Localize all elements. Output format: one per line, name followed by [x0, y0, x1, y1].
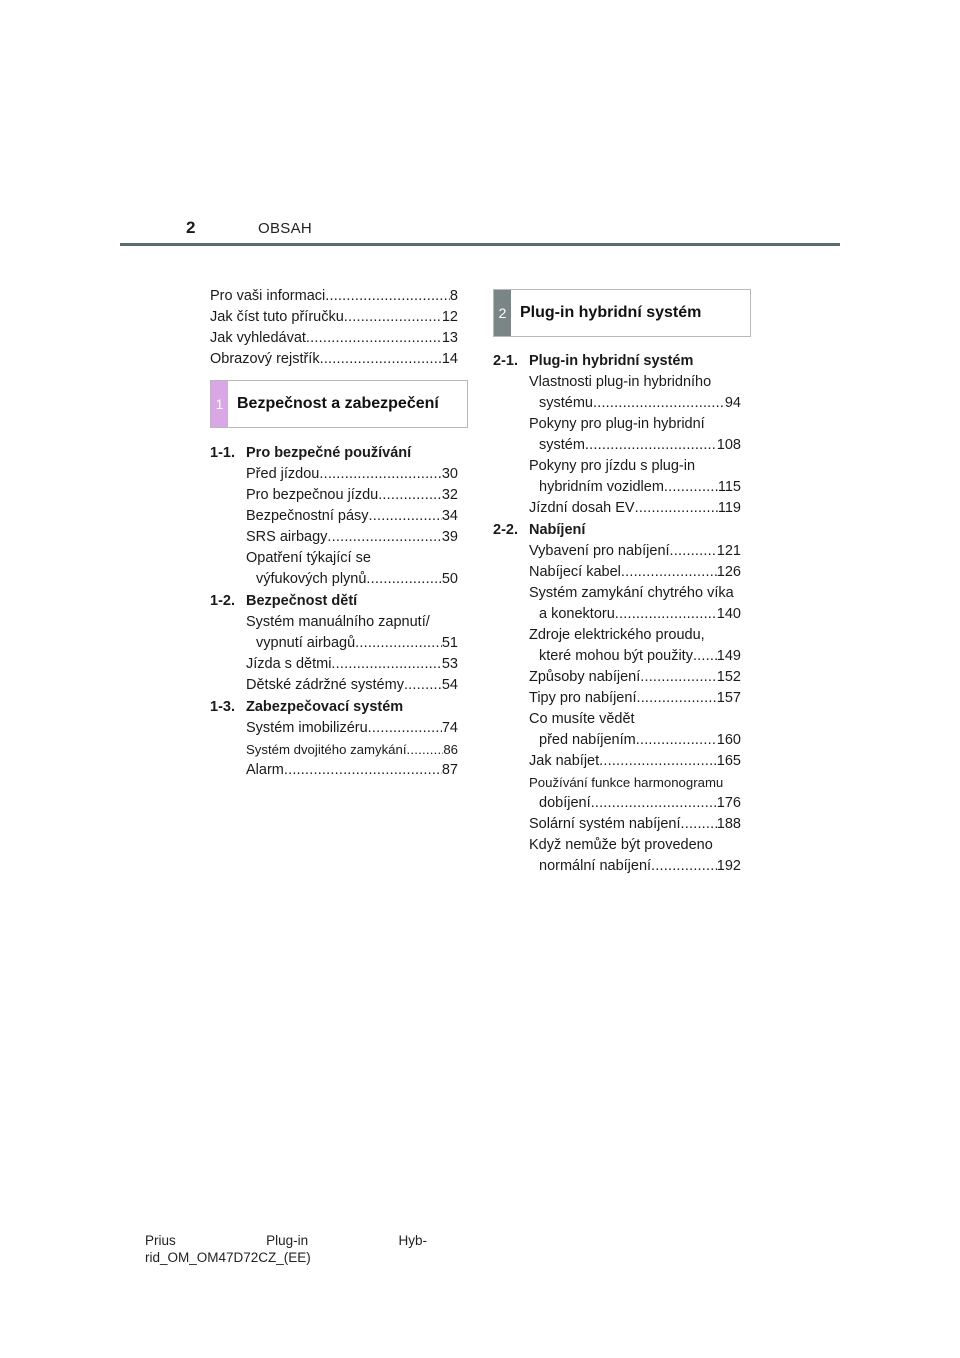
footer-word: Hyb-: [398, 1233, 427, 1248]
toc-entry[interactable]: Obrazový rejstřík ..... 14: [210, 349, 458, 370]
toc-entry[interactable]: které mohou být použity ..... 149: [493, 646, 741, 667]
section-1-toc: [210, 443, 458, 781]
toc-entry[interactable]: Dětské zádržné systémy ..... 54: [210, 675, 458, 696]
section-number: 2: [494, 290, 511, 336]
toc-entry[interactable]: Bezpečnostní pásy ..... 34: [210, 506, 458, 527]
chapter-heading[interactable]: 2-1. Plug-in hybridní systém: [493, 353, 694, 369]
toc-entry[interactable]: Tipy pro nabíjení ..... 157: [493, 688, 741, 709]
chapter-heading[interactable]: 1-1. Pro bezpečné používání: [210, 445, 412, 461]
page-number: 2: [186, 218, 196, 237]
toc-entry[interactable]: systém ..... 108: [493, 435, 741, 456]
toc-entry[interactable]: Jak nabíjet ..... 165: [493, 751, 741, 772]
toc-entry[interactable]: Jízda s dětmi ..... 53: [210, 654, 458, 675]
toc-entry-line[interactable]: Pokyny pro plug-in hybridní: [529, 416, 705, 432]
chapter-heading[interactable]: 1-3. Zabezpečovací systém: [210, 699, 404, 715]
section-1-header[interactable]: [210, 380, 468, 428]
toc-entry[interactable]: před nabíjením ..... 160: [493, 730, 741, 751]
toc-entry[interactable]: a konektoru ..... 140: [493, 604, 741, 625]
page-title: OBSAH: [258, 220, 313, 237]
toc-entry[interactable]: dobíjení ..... 176: [493, 793, 741, 814]
footer: [145, 1232, 427, 1266]
toc-entry[interactable]: Jak vyhledávat ..... 13: [210, 328, 458, 349]
toc-entry[interactable]: SRS airbagy ..... 39: [210, 527, 458, 548]
toc-entry[interactable]: normální nabíjení ..... 192: [493, 856, 741, 877]
toc-entry[interactable]: Nabíjecí kabel ..... 126: [493, 562, 741, 583]
toc-entry[interactable]: Před jízdou ..... 30: [210, 464, 458, 485]
toc-entry-line[interactable]: Vlastnosti plug-in hybridního: [529, 374, 712, 390]
toc-entry-line[interactable]: Pokyny pro jízdu s plug-in: [529, 458, 696, 474]
toc-entry[interactable]: Alarm ..... 87: [210, 760, 458, 781]
footer-word: Prius: [145, 1233, 176, 1248]
chapter-heading[interactable]: 2-2. Nabíjení: [493, 522, 586, 538]
toc-entry-line[interactable]: Co musíte vědět: [529, 711, 635, 727]
section-label: Plug-in hybridní systém: [520, 304, 702, 321]
toc-entry-line[interactable]: Zdroje elektrického proudu,: [529, 627, 705, 643]
section-label: Bezpečnost a zabezpečení: [237, 395, 439, 412]
toc-entry-line[interactable]: Systém zamykání chytrého víka: [529, 585, 734, 601]
toc-entry-line[interactable]: Když nemůže být provedeno: [529, 837, 713, 853]
section-2-header[interactable]: [493, 289, 751, 337]
toc-entry[interactable]: systému ..... 94: [493, 393, 741, 414]
toc-entry[interactable]: Jízdní dosah EV ..... 119: [493, 498, 741, 519]
intro-list: [210, 286, 458, 370]
toc-entry[interactable]: Pro bezpečnou jízdu ..... 32: [210, 485, 458, 506]
toc-entry[interactable]: vypnutí airbagů ..... 51: [210, 633, 458, 654]
toc-entry[interactable]: Systém imobilizéru ..... 74: [210, 718, 458, 739]
header-rule: [120, 243, 840, 246]
footer-code: rid_OM_OM47D72CZ_(EE): [145, 1250, 311, 1265]
section-number: 1: [211, 381, 228, 427]
toc-entry[interactable]: Pro vaši informaci ..... 8: [210, 286, 458, 307]
toc-entry[interactable]: Způsoby nabíjení ..... 152: [493, 667, 741, 688]
section-2-toc: [493, 351, 741, 877]
toc-entry[interactable]: hybridním vozidlem ..... 115: [493, 477, 741, 498]
toc-entry-line[interactable]: Systém manuálního zapnutí/: [246, 614, 430, 630]
chapter-heading[interactable]: 1-2. Bezpečnost dětí: [210, 593, 358, 609]
toc-entry[interactable]: výfukových plynů ..... 50: [210, 569, 458, 590]
footer-word: Plug-in: [266, 1233, 309, 1248]
toc-entry-line[interactable]: Používání funkce harmonogramu: [529, 775, 724, 790]
toc-entry[interactable]: Jak číst tuto příručku ..... 12: [210, 307, 458, 328]
toc-entry[interactable]: Vybavení pro nabíjení ..... 121: [493, 541, 741, 562]
toc-entry[interactable]: Solární systém nabíjení ..... 188: [493, 814, 741, 835]
toc-entry[interactable]: Systém dvojitého zamykání ..... 86: [210, 739, 458, 760]
toc-entry-line[interactable]: Opatření týkající se: [246, 550, 371, 566]
